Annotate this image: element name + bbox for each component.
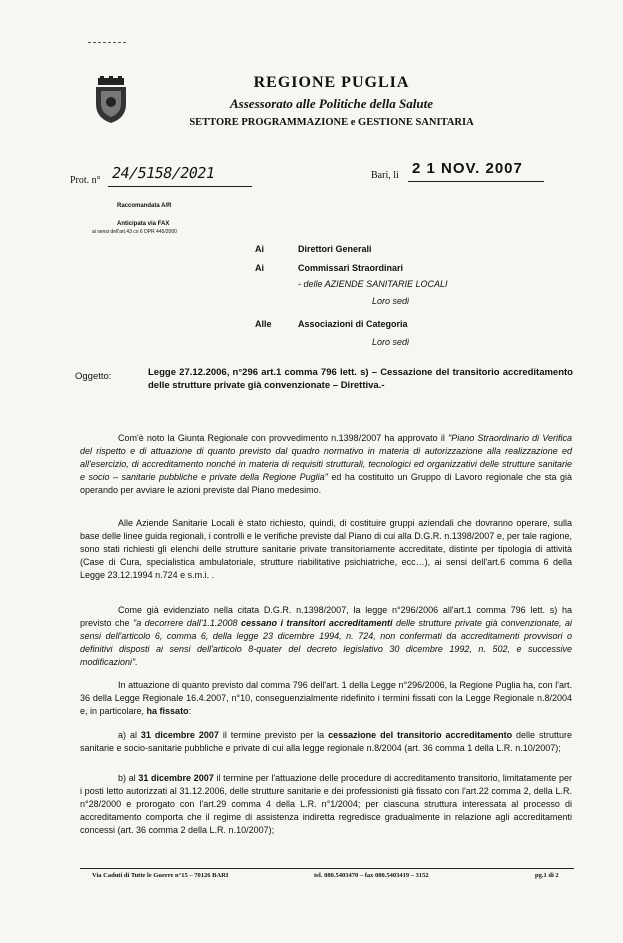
footer-address: Via Caduti di Tutte le Guerre n°15 – 70126 BARI: [92, 872, 229, 879]
city-date-label: Bari, li: [371, 170, 399, 181]
recipient-name: Associazioni di Categoria: [298, 319, 408, 329]
protocol-number: 24/5158/2021: [110, 164, 216, 182]
text: b) al: [118, 773, 139, 783]
recipient-name: Direttori Generali: [298, 244, 372, 254]
region-title: REGIONE PUGLIA: [253, 74, 410, 91]
recipient-prefix: Alle: [255, 319, 272, 329]
bold-text: 31 dicembre 2007: [138, 773, 214, 783]
delivery-fax: Anticipata via FAX: [117, 221, 170, 227]
subject-label: Oggetto:: [75, 371, 112, 382]
delivery-fax-ref: ai sensi dell'art.43 co 6 DPR 445/2000: [92, 229, 177, 235]
list-item: [80, 772, 572, 837]
quoted-text: "a decorrere dall'1.1.2008: [133, 618, 241, 628]
text: il termine per l'attuazione delle procedure di accreditamento transitorio, limitatamente per i posti letto autorizzati al 31.12.2006, delle strutture sanitarie e dei professionisti già fissato con l'art.22 comma 2, della L.R. n°28/2000 e prorogato con l'art.29 comma 4 della L.R. n°1/2004; per ciascuna struttura interessata al processo di accreditamento comporta che il regime di assistenza indiretta regredisce gradualmente in relazione agli accreditamenti concessi (art. 36 comma 2 della L.R. n.10/2007);: [80, 773, 572, 835]
text: delle strutture sanitarie e socio-sanitarie pubbliche e private di cui alla legge regionale n.8/2004 (art. 36 comma 1 della L.R. n.10/2007);: [80, 730, 573, 753]
sector-title: SETTORE PROGRAMMAZIONE e GESTIONE SANITARIA: [189, 117, 474, 128]
paragraph: [80, 432, 572, 497]
text: il termine previsto per la: [218, 730, 329, 740]
footer-phone: tel. 080.5403470 – fax 080.5403419 – 3152: [314, 872, 429, 879]
quoted-bold-text: cessano i transitori accreditamenti: [240, 618, 393, 628]
recipient-name: - delle AZIENDE SANITARIE LOCALI: [298, 279, 448, 289]
date-underline: [408, 181, 544, 182]
letter-date: 2 1 NOV. 2007: [412, 160, 523, 177]
text: a) al: [118, 730, 141, 740]
footer-page-number: pg.1 di 2: [535, 872, 559, 879]
delivery-registered: Raccomandata A/R: [117, 203, 172, 209]
bold-text: ha fissato: [146, 706, 189, 716]
recipient-name: Commissari Straordinari: [298, 263, 404, 273]
quoted-text: delle strutture private già convenzionate, ai sensi dell'articolo 6, comma 6, della legge 23 dicembre 1994, n. 724, non confermati da accreditamenti provvisori o definitivi disposti ai sensi dell'articolo 8-quater del decreto legislativo 30 dicembre 1992, n. 502, e successive modificazioni".: [80, 618, 573, 667]
text: Come già evidenziato nella citata D.G.R. n.1398/2007, la legge n°296/2006 all'art.1 comma 796 lett. s) ha previsto che: [80, 605, 572, 628]
scan-mark: [88, 42, 126, 43]
recipient-location: Loro sedi: [372, 337, 410, 347]
paragraph: [80, 604, 572, 669]
recipient-prefix: Ai: [255, 263, 264, 273]
office-title: Assessorato alle Politiche della Salute: [230, 96, 433, 111]
paragraph: [80, 679, 572, 718]
text: ed ha costituito un Gruppo di Lavoro regionale che sta già operando per avviare le azioni previste dal Piano medesimo.: [80, 472, 572, 495]
protocol-label: Prot. n°: [70, 175, 101, 186]
subject-text: Legge 27.12.2006, n°296 art.1 comma 796 lett. s) – Cessazione del transitorio accreditamento delle strutture private già convenzionate – Direttiva.-: [148, 367, 573, 391]
text: :: [188, 706, 192, 716]
paragraph: [80, 517, 572, 582]
recipient-location: Loro sedi: [372, 296, 410, 306]
quoted-text: "Piano Straordinario di Verifica del rispetto e di attuazione di quanto previsto dal quadro normativo in materia di autorizzazione alla realizzazione ed all'esercizio, di accreditamento nonché in materia di requisiti strutturali, tecnologici ed organizzativi delle strutture sanitarie e socio – sanitarie pubbliche e private della Regione Puglia": [80, 433, 573, 482]
text: In attuazione di quanto previsto dal comma 796 dell'art. 1 della Legge n°296/2006, la Regione Puglia ha, con l'art. 36 della Legge Regionale 16.4.2007, n°10, conseguenzialmente ridefinito i termini fissati con la Legge Regionale n.8/2004 e, in particolare,: [80, 680, 572, 716]
text: Alle Aziende Sanitarie Locali è stato richiesto, quindi, di costituire gruppi aziendali che dovranno operare, sulla base delle linee guida regionali, i controlli e le verifiche previste dal Piano di cui alla D.G.R. n.1398/2007 e, per tale ragione, sono stati richiesti gli elenchi delle strutture sanitarie private transitoriamente accreditate, distinte per tipologia di attività (Case di Cura, specialistica ambulatoriale, strutture riabilitative psichiatriche, ecc…), ai sensi dell'art.6 comma 6 della Legge 23.12.1994 n.724 e s.m.i. .: [80, 518, 572, 580]
bold-text: cessazione del transitorio accreditamento: [328, 730, 513, 740]
text: Com'è noto la Giunta Regionale con provvedimento n.1398/2007 ha approvato il: [118, 433, 449, 443]
list-item: [80, 729, 572, 755]
footer-rule: [80, 868, 574, 869]
protocol-underline: [108, 186, 252, 187]
bold-text: 31 dicembre 2007: [140, 730, 219, 740]
recipient-prefix: Ai: [255, 244, 264, 254]
